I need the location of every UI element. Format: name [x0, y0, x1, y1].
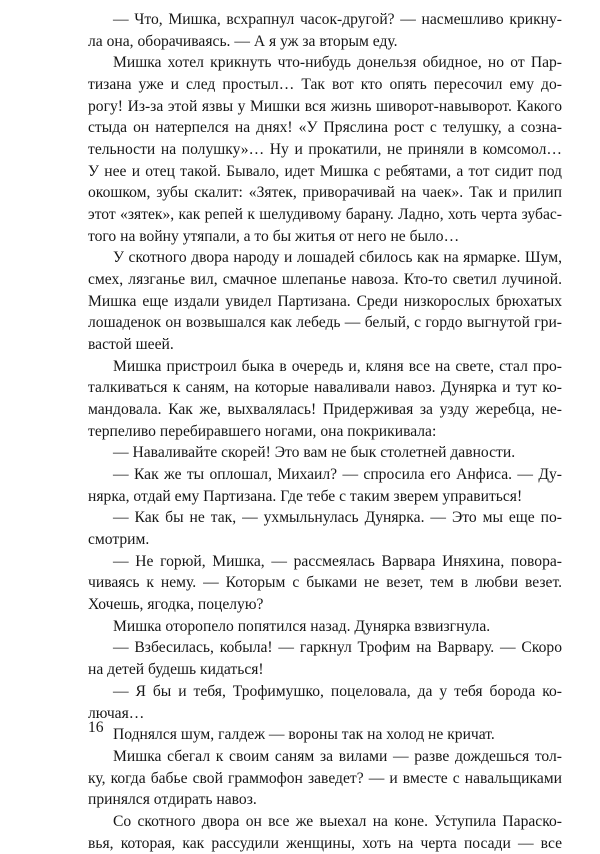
text-line: — Что, Мишка, всхрапнул часок-другой? — насмешливо крикну- [113, 11, 562, 28]
text-line: У нее и отец такой. Бывало, идет Мишка с ребятами, а тот сидит под [88, 162, 562, 180]
text-line: — Не горюй, Мишка, — рассмеялась Варвара Иняхина, повора- [113, 552, 562, 570]
text-line: ла она, оборачиваясь. — А я уж за вторым еду. [88, 32, 398, 50]
text-line: лючая… [88, 704, 145, 722]
text-line: талкиваться к саням, на которые наваливали навоз. Дунярка и тут ко- [88, 379, 562, 397]
text-line: — Наваливайте скорей! Это вам не бык столетней давности. [113, 444, 516, 462]
text-line: ку, когда бабье свой граммофон заведет? — и вместе с навальщиками [88, 769, 562, 787]
text-line: тизана уже и след простыл… Так вот кто опять пересочил ему до- [88, 76, 562, 94]
text-line: терпеливо перебиравшего ногами, она покрикивала: [88, 422, 437, 440]
text-line: стыда он натерпелся на днях! «У Пряслина рост с телушку, а сознa- [88, 119, 562, 137]
text-line: Мишка сбегал к своим саням за вилами — разве дождешься тол- [113, 747, 562, 765]
text-line: вья, которая, как рассудили женщины, хоть на черта посади — все [88, 834, 562, 852]
text-line: — Я бы и тебя, Трофимушко, поцеловала, да у тебя борода ко- [113, 682, 562, 700]
text-line: Мишка пристроил быка в очередь и, кляня все на свете, стал про- [113, 357, 562, 375]
text-line: смотрим. [88, 531, 150, 549]
text-line: Со скотного двора он все же выехал на коне. Уступила Параско- [113, 812, 562, 830]
text-line: принялся отдирать навоз. [88, 791, 257, 809]
text-line: — Как бы не так, — ухмыльнулась Дунярка. — Это мы еще по- [113, 509, 562, 527]
text-line: Мишка оторопело попятился назад. Дунярка взвизгнула. [113, 617, 491, 635]
text-line: чиваясь к нему. — Которым с быками не везет, тем в любви везет. [88, 574, 562, 592]
text-line: нярка, отдай ему Партизана. Где тебе с таким зверем управиться! [88, 487, 523, 505]
text-line: того на войну утяпали, а то бы житья от него не было… [88, 227, 460, 245]
text-line: этот «зятек», как репей к шелудивому барану. Ладно, хоть черта зубас- [88, 206, 562, 224]
page-text [88, 9, 562, 854]
text-line: тельности на полушку»… Ну и прокатили, не приняли в комсомол… [88, 141, 562, 159]
text-line: рогу! Из-за этой язвы у Мишки вся жизнь шиворот-навыворот. Какого [88, 97, 562, 115]
text-line: окошком, зубы скалит: «Зятек, приворачивай на чаек». Так и прилип [88, 184, 562, 202]
text-line: лошаденок он возвышался как лебедь — белый, с гордо выгнутой гри- [88, 314, 562, 332]
text-line: Поднялся шум, галдеж — вороны так на холод не кричат. [113, 726, 495, 744]
text-line: Мишка еще издали увидел Партизана. Среди низкорослых брюхатых [88, 292, 562, 310]
text-line: мандовала. Как же, выхвалялась! Придерживая за узду жеребца, не- [88, 401, 562, 419]
text-line: Мишка хотел крикнуть что-нибудь донельзя обидное, но от Пар- [113, 54, 562, 72]
text-line: — Как же ты оплошал, Михаил? — спросила его Анфиса. — Ду- [113, 466, 562, 484]
text-line: вастой шеей. [88, 336, 174, 354]
text-line: на детей будешь кидаться! [88, 661, 264, 679]
text-line: У скотного двора народу и лошадей сбилось как на ярмарке. Шум, [113, 249, 562, 267]
text-line: Хочешь, ягодка, поцелую? [88, 596, 264, 614]
text-line: — Взбесилась, кобыла! — гаркнул Трофим на Варвару. — Скоро [113, 639, 562, 657]
text-line: смех, лязганье вил, смачное шлепанье навоза. Кто-то светил лучиной. [88, 271, 562, 289]
page-number: 16 [88, 719, 104, 736]
